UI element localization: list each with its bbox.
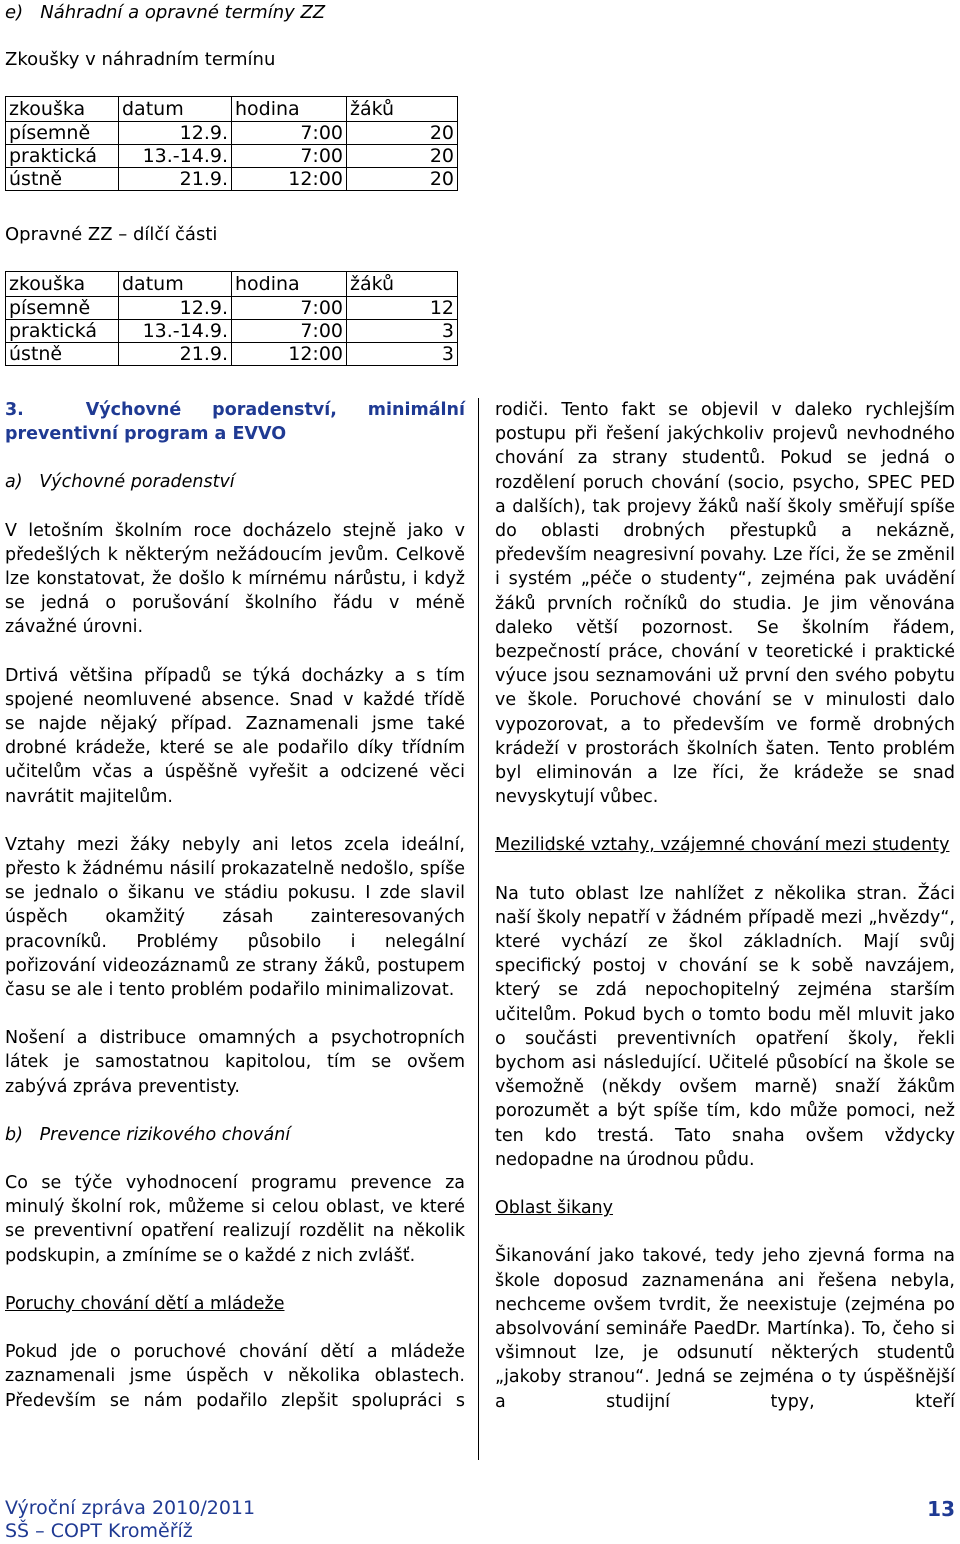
table-cell: 7:00 — [232, 145, 347, 168]
table-cell: praktická — [6, 145, 119, 168]
paragraph: rodiči. Tento fakt se objevil v daleko rychlejším postupu při řešení jakýchkoliv projevů nevhodného chování za strany studentů. Pokud se jedná o rozdělení poruch chování (socio, psycho, SPEC PED a dalších), tak projevy žáků naší školy směřují spíše do oblasti drobných přestupků a nekázně, především neagresivní povahy. Lze říci, že se změnil i systém „péče o studenty“, zejména pak uvádění žáků prvních ročníků do studia. Je jim věnována daleko větší pozornost. Se školním řádem, bezpečností práce, chování v teoretické i praktické výuce jsou seznamováni už první den svého pobytu ve škole. Poruchové chování se v minulosti dalo vypozorovat, a to především ve formě drobných krádeží v prostorách školních šaten. Tento problém byl eliminován a lze říci, že krádeže se snad nevyskytují vůbec. — [495, 400, 955, 808]
table-cell: 7:00 — [232, 297, 347, 320]
paragraph: Nošení a distribuce omamných a psychotropních látek je samostatnou kapitolou, tím se ovšem zabývá zpráva preventisty. — [5, 1028, 465, 1097]
subheading-sikana: Oblast šikany — [495, 1198, 613, 1219]
header-cell: zkouška — [6, 272, 119, 297]
subheading-poruchy: Poruchy chování dětí a mládeže — [5, 1293, 285, 1314]
table-row — [6, 145, 458, 168]
header-cell: žáků — [347, 97, 458, 122]
table-cell: 7:00 — [232, 122, 347, 145]
page-number: 13 — [927, 1497, 955, 1521]
table-header-row — [6, 97, 458, 122]
paragraph: V letošním školním roce docházelo stejně jako v předešlých k některým nežádoucím jevům. Celkově lze konstatovat, že došlo k mírnému nárůstu, i když se jedná o porušování školního řádu v méně závažné úrovni. — [5, 520, 465, 638]
paragraph: Co se týče vyhodnocení programu prevence za minulý školní rok, můžeme si celou oblast, ve které se preventivní opatření realizují rozdělit na několik podskupin, a zmíníme se o každé z nich zvlášť. — [5, 1173, 465, 1266]
table-cell: 12 — [347, 297, 458, 320]
table-cell: 12.9. — [119, 122, 232, 145]
table-cell: 12.9. — [119, 297, 232, 320]
table1-title: Zkoušky v náhradním termínu — [5, 49, 276, 70]
section-3-title-line2: preventivní program a EVVO — [5, 424, 287, 445]
table-cell: 21.9. — [119, 343, 232, 366]
table-cell: 20 — [347, 145, 458, 168]
header-cell: datum — [119, 272, 232, 297]
table-cell: 12:00 — [232, 343, 347, 366]
table-row — [6, 297, 458, 320]
table-cell: písemně — [6, 297, 119, 320]
paragraph: Pokud jde o poruchové chování dětí a mládeže zaznamenali jsme úspěch v několika oblastech. Především se nám podařilo zlepšit spolupráci s — [5, 1342, 465, 1411]
table-cell: 3 — [347, 343, 458, 366]
table-substitute-exams — [5, 96, 458, 191]
table2-title: Opravné ZZ – dílčí části — [5, 224, 218, 245]
header-cell: žáků — [347, 272, 458, 297]
table-cell: 13.-14.9. — [119, 320, 232, 343]
paragraph: Na tuto oblast lze nahlížet z několika stran. Žáci naší školy nepatří v žádném případě mezi „hvězdy“, které vychází ze škol základních. Mají svůj specifický postoj v chování se k sobě navzájem, který se zdá nepochopitelný zejména starším učitelům. Pokud bych o tomto bodu měl mluvit jako o součásti preventivních opatření školy, řekli bychom asi následující. Učitelé působící na škole se všemožně (někdy ovšem marně) snaží žákům porozumět a být spíše tím, kdo může pomoci, než ten kdo trestá. Tato snaha ovšem vždycky nedopadne na úrodnou půdu. — [495, 883, 955, 1170]
table-row — [6, 320, 458, 343]
table-row — [6, 168, 458, 191]
table-row — [6, 343, 458, 366]
table-row — [6, 122, 458, 145]
footer-school-name: SŠ – COPT Kroměříž — [5, 1520, 193, 1542]
table-cell: 13.-14.9. — [119, 145, 232, 168]
table-cell: 21.9. — [119, 168, 232, 191]
section-e-heading: e) Náhradní a opravné termíny ZZ — [5, 2, 326, 23]
subheading-a: a) Výchovné poradenství — [5, 472, 235, 493]
table-header-row — [6, 272, 458, 297]
table-cell: ústně — [6, 343, 119, 366]
table-cell: 20 — [347, 168, 458, 191]
table-cell: 12:00 — [232, 168, 347, 191]
paragraph: Vztahy mezi žáky nebyly ani letos zcela ideální, přesto k žádnému násilí prokazatelně nedošlo, spíše se jednalo o šikanu ve stádiu pokusu. I zde slavil úspěch okamžitý zásah zainteresovaných pracovníků. Problémy působilo i nelegální pořizování videozáznamů ze strany žáků, postupem času se ale i tento problém podařilo minimalizovat. — [5, 834, 465, 1001]
table-cell: praktická — [6, 320, 119, 343]
table-cell: ústně — [6, 168, 119, 191]
header-cell: hodina — [232, 272, 347, 297]
table-cell: písemně — [6, 122, 119, 145]
section-3-title-line1: 3. Výchovné poradenství, minimální — [5, 400, 465, 420]
subheading-b: b) Prevence rizikového chování — [5, 1124, 291, 1145]
table-retake-exams — [5, 271, 458, 366]
paragraph: Drtivá většina případů se týká docházky a s tím spojené neomluvené absence. Snad v každé třídě se najde nějaký případ. Zaznamenali jsme také drobné krádeže, které se ale podařilo díky třídním učitelům včas a úspěšně vyřešit a odcizené věci navrátit majitelům. — [5, 665, 465, 807]
table-cell: 3 — [347, 320, 458, 343]
subheading-mezilidske: Mezilidské vztahy, vzájemné chování mezi studenty — [495, 835, 950, 856]
table-cell: 20 — [347, 122, 458, 145]
right-column — [495, 398, 955, 1414]
column-divider — [478, 398, 479, 1460]
table-cell: 7:00 — [232, 320, 347, 343]
paragraph: Šikanování jako takové, tedy jeho zjevná forma na škole doposud zaznamenána ani řešena nebyla, nechceme ovšem tvrdit, že neexistuje (zejména po absolvování semináře PaedDr. Martínka). To, čeho si všimnout lze, je odsunutí některých studentů „jakoby stranou“. Jedná se zejména o ty úspěšnější a studijní typy, kteří — [495, 1246, 955, 1412]
footer-report-title: Výroční zpráva 2010/2011 — [5, 1497, 256, 1519]
left-column — [5, 398, 465, 1413]
header-cell: hodina — [232, 97, 347, 122]
header-cell: datum — [119, 97, 232, 122]
header-cell: zkouška — [6, 97, 119, 122]
